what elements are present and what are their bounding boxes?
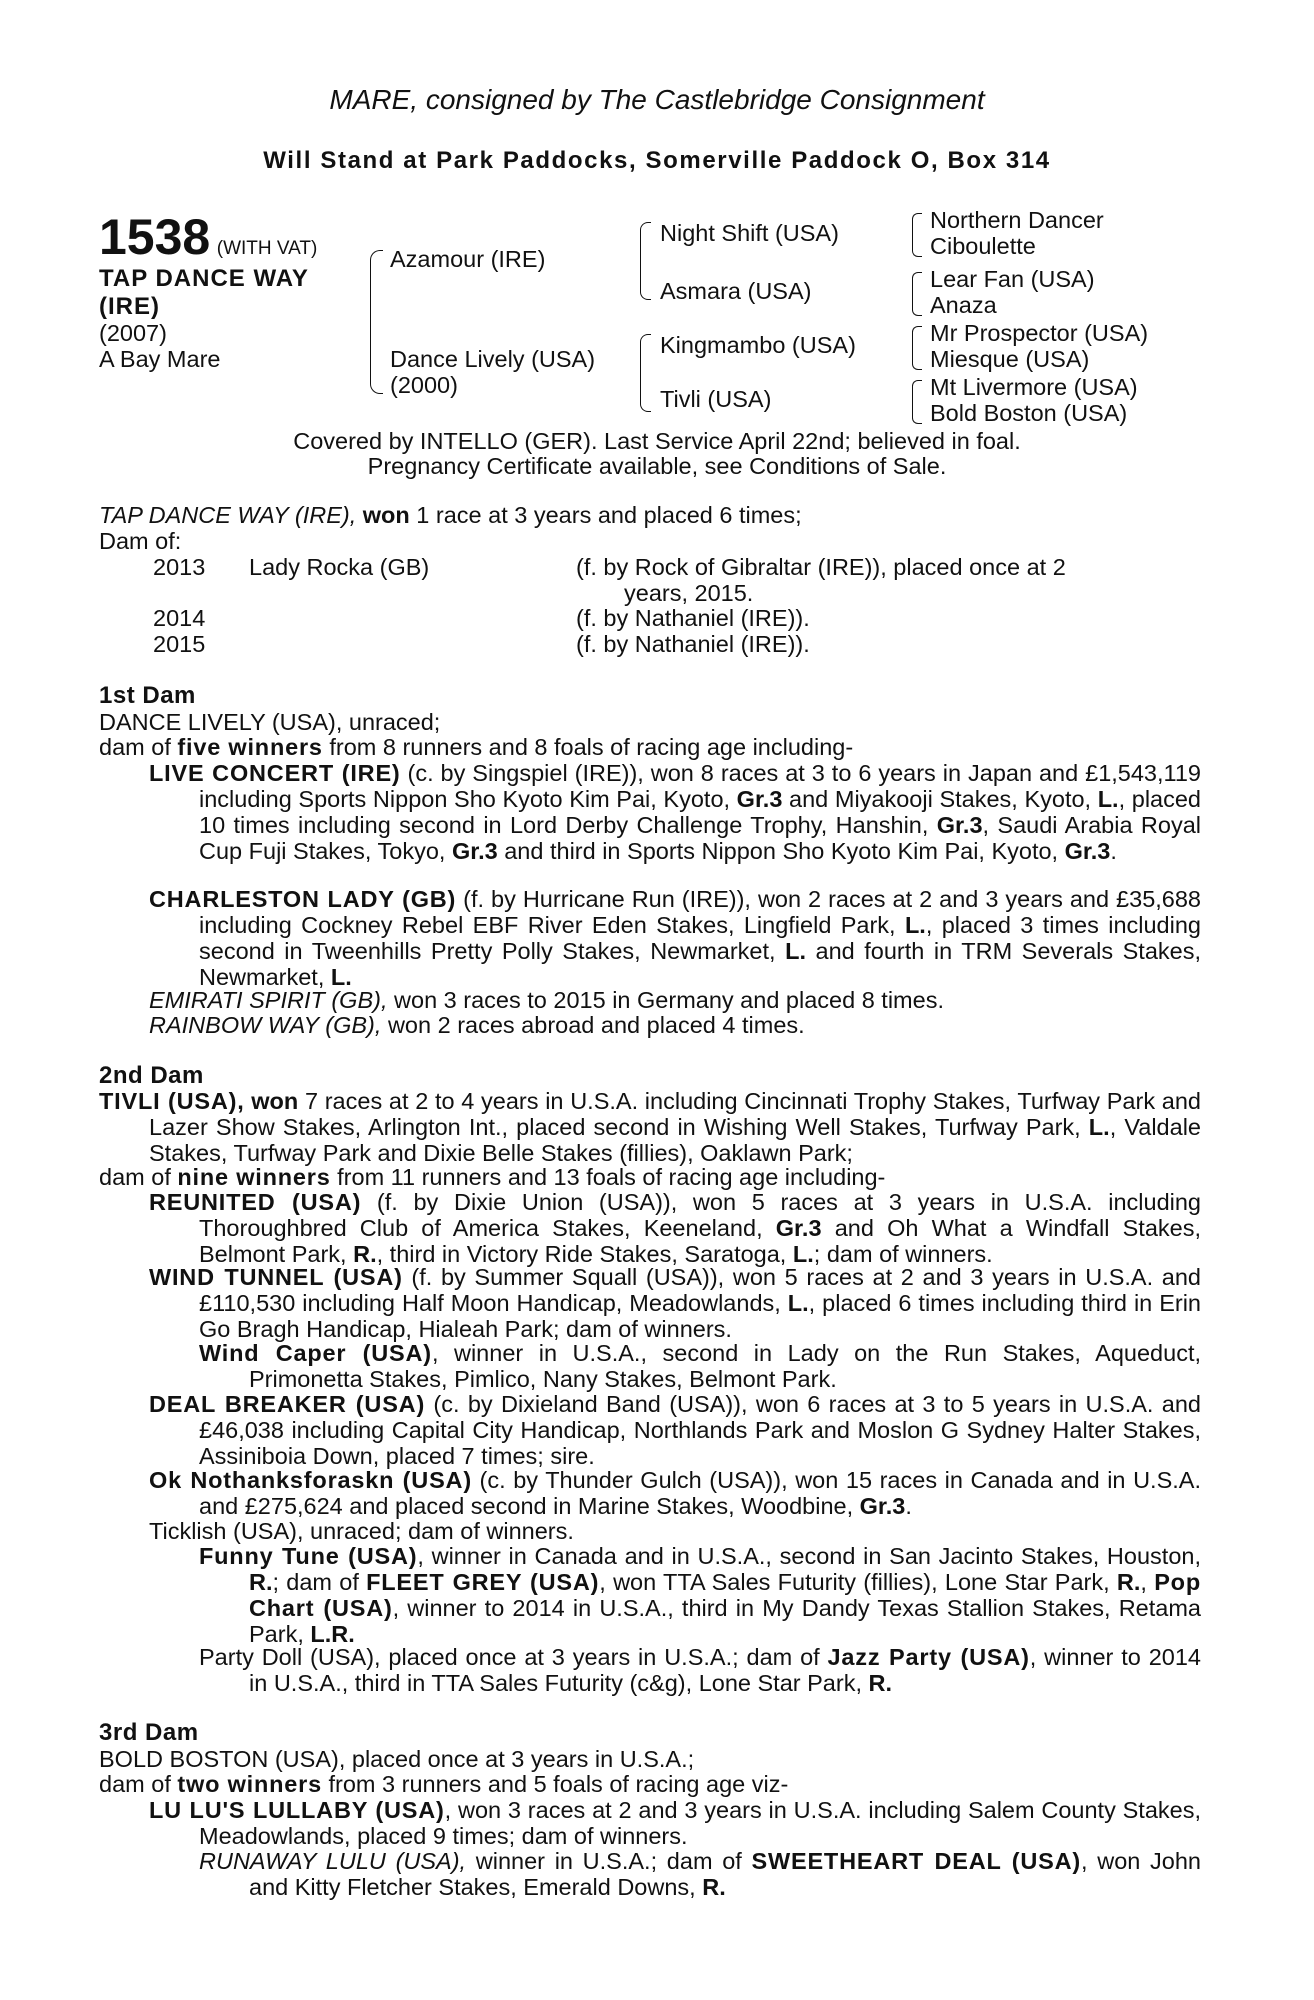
pedigree-sire-sire: Night Shift (USA)	[660, 220, 839, 246]
first-dam-entry-emirati-spirit: EMIRATI SPIRIT (GB), won 3 races to 2015 in Germany and placed 8 times.	[149, 987, 944, 1013]
pedigree-gg8: Bold Boston (USA)	[930, 400, 1128, 426]
produce-info-2013-a: (f. by Rock of Gibraltar (IRE)), placed once at 2	[576, 554, 1066, 580]
produce-record: 1 race at 3 years and placed 6 times;	[416, 502, 802, 528]
first-dam-line2: dam of five winners from 8 runners and 8 foals of racing age including-	[99, 734, 854, 760]
pedigree-gg5: Mr Prospector (USA)	[930, 320, 1149, 346]
first-dam-winners: five winners	[177, 734, 323, 760]
third-dam-winners: two winners	[177, 1771, 322, 1797]
third-dam-entry-runaway-lulu: RUNAWAY LULU (USA), winner in U.S.A.; dam of SWEETHEART DEAL (USA), won John and Kitty Fletcher Stakes, Emerald Downs, R.	[199, 1848, 1201, 1900]
pedigree-brace-g2	[912, 272, 922, 316]
pedigree-gg7: Mt Livermore (USA)	[930, 374, 1138, 400]
second-dam-entry-ok-nothanksforaskn: Ok Nothanksforaskn (USA) (c. by Thunder Gulch (USA)), won 15 races in Canada and in U.S.A. and £275,624 and placed second in Marine Stakes, Woodbine, Gr.3.	[149, 1467, 1201, 1519]
first-dam-line1: DANCE LIVELY (USA), unraced;	[99, 709, 441, 735]
produce-intro	[99, 502, 1201, 528]
first-dam-entry-live-concert: LIVE CONCERT (IRE) (c. by Singspiel (IRE)), won 8 races at 3 to 6 years in Japan and £1,543,119 including Sports Nippon Sho Kyoto Kim Pai, Kyoto, Gr.3 and Miyakooji Stakes, Kyoto, L., placed 10 times including second in Lord Derby Challenge Trophy, Hanshin, Gr.3, Saudi Arabia Royal Cup Fuji Stakes, Tokyo, Gr.3 and third in Sports Nippon Sho Kyoto Kim Pai, Kyoto, Gr.3.	[149, 760, 1202, 864]
first-dam-entry-rainbow-way: RAINBOW WAY (GB), won 2 races abroad and placed 4 times.	[149, 1012, 805, 1038]
third-dam-title: 3rd Dam	[99, 1719, 199, 1746]
stand-location: Will Stand at Park Paddocks, Somerville Paddock O, Box 314	[263, 147, 1051, 174]
horse-year: (2007)	[99, 320, 167, 346]
produce-info-2015: (f. by Nathaniel (IRE)).	[576, 631, 810, 657]
produce-info-2014: (f. by Nathaniel (IRE)).	[576, 605, 810, 631]
first-dam-entry-charleston-lady: CHARLESTON LADY (GB) (f. by Hurricane Run (IRE)), won 2 races at 2 and 3 years and £35,688 including Cockney Rebel EBF River Eden Stakes, Lingfield Park, L., placed 3 times including second in Tweenhills Pretty Polly Stakes, Newmarket, L. and fourth in TRM Severals Stakes, Newmarket, L.	[149, 886, 1201, 990]
pedigree-brace-g3	[912, 326, 922, 370]
pedigree-sire-dam: Asmara (USA)	[660, 278, 812, 304]
second-dam-entry-party-doll: Party Doll (USA), placed once at 3 years in U.S.A.; dam of Jazz Party (USA), winner to 2014 in U.S.A., third in TTA Sales Futurity (c&g), Lone Star Park, R.	[199, 1644, 1201, 1696]
produce-year-2014: 2014	[153, 605, 206, 631]
pedigree-gg3: Lear Fan (USA)	[930, 266, 1095, 292]
produce-year-2015: 2015	[153, 631, 206, 657]
pedigree-brace-g4	[912, 380, 922, 424]
third-dam-line2: dam of two winners from 3 runners and 5 foals of racing age viz-	[99, 1771, 789, 1797]
pedigree-brace-sire	[640, 222, 651, 300]
lot-vat: (WITH VAT)	[216, 238, 318, 259]
pregnancy-note: Pregnancy Certificate available, see Conditions of Sale.	[367, 453, 947, 479]
produce-year-2013: 2013	[153, 554, 206, 580]
first-dam-title: 1st Dam	[99, 682, 196, 709]
consignor-line: MARE, consigned by The Castlebridge Consignment	[329, 84, 985, 115]
third-dam-line1: BOLD BOSTON (USA), placed once at 3 years in U.S.A.;	[99, 1746, 695, 1772]
horse-name-line1: TAP DANCE WAY	[99, 265, 309, 292]
second-dam-entry-funny-tune: Funny Tune (USA), winner in Canada and in U.S.A., second in San Jacinto Stakes, Houston, R.; dam of FLEET GREY (USA), won TTA Sales Futurity (fillies), Lone Star Park, R., Pop Chart (USA), winner to 2014 in U.S.A., third in My Dandy Texas Stallion Stakes, Retama Park, L.R.	[199, 1543, 1201, 1647]
pedigree-gg4: Anaza	[930, 292, 997, 318]
pedigree-brace-dam	[640, 334, 651, 412]
produce-horse-name: TAP DANCE WAY (IRE),	[99, 502, 357, 528]
pedigree-brace-parents	[370, 250, 383, 394]
pedigree-gg6: Miesque (USA)	[930, 346, 1090, 372]
horse-description: A Bay Mare	[99, 346, 221, 372]
horse-name-line2: (IRE)	[99, 293, 160, 320]
pedigree-dam-sire: Kingmambo (USA)	[660, 332, 856, 358]
second-dam-tivli: TIVLI (USA), won 7 races at 2 to 4 years in U.S.A. including Cincinnati Trophy Stakes, Turfway Park and Lazer Show Stakes, Arlington Int., placed second in Wishing Well Stakes, Turfway Park, L., Valdale Stakes, Turfway Park and Dixie Belle Stakes (fillies), Oaklawn Park;	[99, 1088, 1201, 1166]
second-dam-entry-wind-tunnel: WIND TUNNEL (USA) (f. by Summer Squall (USA)), won 5 races at 2 and 3 years in U.S.A. and £110,530 including Half Moon Handicap, Meadowlands, L., placed 6 times including third in Erin Go Bragh Handicap, Hialeah Park; dam of winners.	[149, 1264, 1202, 1342]
pedigree-brace-g1	[912, 213, 922, 257]
second-dam-line2: dam of nine winners from 11 runners and 13 foals of racing age including-	[99, 1164, 886, 1190]
pedigree-dam-dam: Tivli (USA)	[660, 386, 772, 412]
produce-info-2013-b: years, 2015.	[624, 580, 754, 606]
produce-dam-of: Dam of:	[99, 528, 182, 554]
pedigree-dam: Dance Lively (USA)	[390, 346, 596, 372]
pedigree-gg1: Northern Dancer	[930, 207, 1104, 233]
second-dam-entry-wind-caper: Wind Caper (USA), winner in U.S.A., second in Lady on the Run Stakes, Aqueduct, Primonetta Stakes, Pimlico, Nany Stakes, Belmont Park.	[199, 1340, 1201, 1392]
lot-number: 1538	[99, 209, 211, 265]
lot-heading	[99, 209, 318, 265]
third-dam-entry-lu-lus-lullaby: LU LU'S LULLABY (USA), won 3 races at 2 and 3 years in U.S.A. including Salem County Stakes, Meadowlands, placed 9 times; dam of winners.	[149, 1797, 1202, 1849]
second-dam-entry-ticklish: Ticklish (USA), unraced; dam of winners.	[149, 1518, 574, 1544]
pedigree-sire: Azamour (IRE)	[390, 246, 546, 272]
second-dam-entry-deal-breaker: DEAL BREAKER (USA) (c. by Dixieland Band (USA)), won 6 races at 3 to 5 years in U.S.A. and £46,038 including Capital City Handicap, Northlands Park and Moslon G Sydney Halter Stakes, Assiniboia Down, placed 7 times; sire.	[149, 1391, 1201, 1469]
produce-won: won	[362, 502, 410, 528]
second-dam-winners: nine winners	[177, 1164, 331, 1190]
second-dam-entry-reunited: REUNITED (USA) (f. by Dixie Union (USA)), won 5 races at 3 years in U.S.A. including Thoroughbred Club of America Stakes, Keeneland, Gr.3 and Oh What a Windfall Stakes, Belmont Park, R., third in Victory Ride Stakes, Saratoga, L.; dam of winners.	[149, 1189, 1201, 1267]
pedigree-gg2: Ciboulette	[930, 233, 1036, 259]
produce-name-2013: Lady Rocka (GB)	[249, 554, 430, 580]
covered-note: Covered by INTELLO (GER). Last Service April 22nd; believed in foal.	[293, 428, 1021, 454]
second-dam-title: 2nd Dam	[99, 1062, 204, 1089]
pedigree-dam-year: (2000)	[390, 372, 458, 398]
